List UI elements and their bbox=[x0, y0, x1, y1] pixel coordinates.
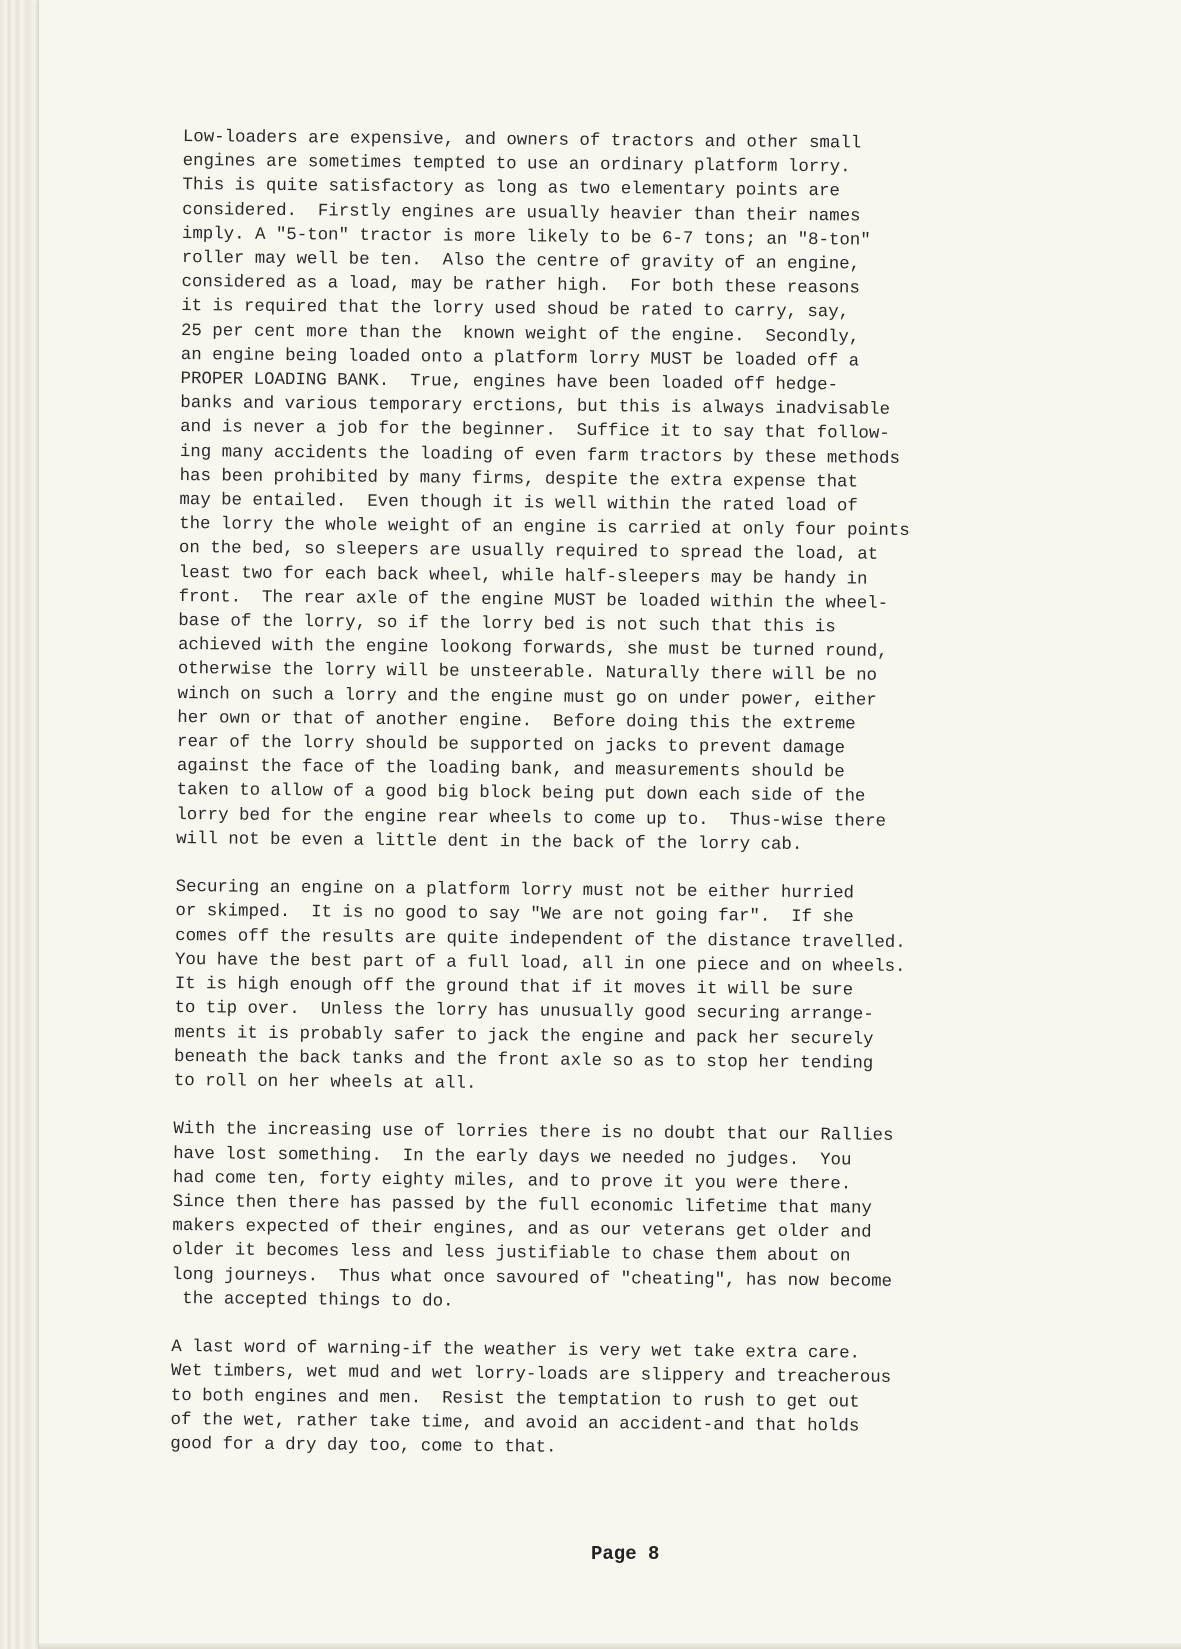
paragraph-securing-engine bbox=[174, 876, 1056, 1102]
text-line: roller may well be ten. Also the centre of gravity of an engine, bbox=[181, 249, 861, 275]
text-line: front. The rear axle of the engine MUST be loaded within the wheel- bbox=[178, 587, 889, 614]
text-line: base of the lorry, so if the lorry bed is not such that this is bbox=[178, 612, 836, 638]
page-number: Page 8 bbox=[591, 1543, 660, 1565]
text-line: older it becomes less and less justifiable to chase them about on bbox=[172, 1241, 851, 1267]
text-line: considered. Firstly engines are usually heavier than their names bbox=[182, 200, 861, 227]
text-line: Securing an engine on a platform lorry must not be either hurried bbox=[175, 878, 855, 904]
text-line: least two for each back wheel, while half-sleepers may be handy in bbox=[178, 563, 868, 590]
text-line: taken to allow of a good big block being put down each side of the bbox=[176, 781, 866, 808]
text-line: the accepted things to do. bbox=[171, 1289, 454, 1312]
text-line: ments it is probably safer to jack the engine and pack her securely bbox=[174, 1023, 874, 1050]
text-line: With the increasing use of lorries there is no doubt that our Rallies bbox=[173, 1120, 894, 1147]
text-line: an engine being loaded onto a platform lorry MUST be loaded off a bbox=[180, 345, 860, 372]
paragraph-lorry-loading bbox=[176, 126, 1063, 861]
text-line: engines are sometimes tempted to use an ordinary platform lorry. bbox=[182, 152, 851, 178]
text-line: 25 per cent more than the known weight of the engine. Secondly, bbox=[180, 321, 860, 348]
text-line: had come ten, forty eighty miles, and to prove it you were there. bbox=[172, 1168, 852, 1195]
text-line: imply. A "5-ton" tractor is more likely to be 6-7 tons; an "8-ton" bbox=[181, 224, 871, 251]
text-line: It is high enough off the ground that if it moves it will be sure bbox=[174, 975, 854, 1001]
text-line: ing many accidents the loading of even farm tractors by these methods bbox=[179, 442, 901, 469]
text-line: Low-loaders are expensive, and owners of tractors and other small bbox=[182, 127, 862, 154]
text-line: and is never a job for the beginner. Suffice it to say that follow- bbox=[180, 418, 890, 445]
text-line: considered as a load, may be rather high. For both these reasons bbox=[181, 273, 860, 299]
text-line: against the face of the loading bank, and measurements should be bbox=[176, 757, 845, 783]
text-line: You have the best part of a full load, all in one piece and on wheels. bbox=[174, 950, 906, 977]
text-line: achieved with the engine lookong forwards, she must be turned round, bbox=[177, 636, 888, 663]
paragraph-rallies bbox=[172, 1118, 1054, 1320]
text-line: of the wet, rather take time, and avoid an accident-and that holds bbox=[170, 1410, 860, 1437]
text-line: the lorry the whole weight of an engine is carried at only four points bbox=[179, 515, 910, 542]
text-line: to tip over. Unless the lorry has unusually good securing arrange- bbox=[174, 999, 874, 1025]
text-line: have lost something. In the early days we needed no judges. You bbox=[173, 1144, 852, 1170]
text-line: PROPER LOADING BANK. True, engines have been loaded off hedge- bbox=[180, 370, 839, 396]
text-line: rear of the lorry should be supported on jacks to prevent damage bbox=[176, 733, 846, 759]
text-line: lorry bed for the engine rear wheels to come up to. Thus-wise there bbox=[176, 805, 887, 832]
text-line: her own or that of another engine. Before doing this the extreme bbox=[177, 708, 856, 735]
paragraph-last-warning bbox=[170, 1336, 1051, 1465]
text-line: otherwise the lorry will be unsteerable. Naturally there will be no bbox=[177, 660, 878, 687]
text-line: banks and various temporary ercti​ons, but this is always inadvisable bbox=[180, 394, 891, 421]
text-line: or skimped. It is no good to say "We are not going far". If she bbox=[175, 902, 854, 928]
text-line: A last word of warning-if the weather is very wet take extra care. bbox=[171, 1338, 861, 1364]
text-line: will not be even a little dent in the back of the lorry cab. bbox=[176, 829, 803, 855]
text-line: This is quite satisfactory as long as two elementary points are bbox=[182, 176, 840, 202]
text-line: beneath the back tanks and the front axle so as to stop her tending bbox=[173, 1047, 874, 1074]
text-line: may be entailed. Even though it is well within the rated load of bbox=[179, 491, 858, 517]
text-line: makers expected of their engines, and as our veterans get older and bbox=[172, 1217, 872, 1243]
text-line: comes off the results are quite independent of the distance travelled. bbox=[175, 926, 906, 953]
text-line: good for a dry day too, come to that. bbox=[170, 1434, 557, 1458]
body-text bbox=[170, 126, 1063, 1490]
text-line: Since then there has passed by the full economic lifetime that many bbox=[172, 1192, 872, 1219]
text-line: winch on such a lorry and the engine must go on under power, either bbox=[177, 684, 877, 711]
text-line: Wet timbers, wet mud and wet lorry-loads are slippery and treacherous bbox=[170, 1362, 892, 1389]
text-line: long journeys. Thus what once savoured of "cheating", has now become bbox=[171, 1265, 893, 1292]
text-line: on the bed, so sleepers are usually required to spread the load, at bbox=[178, 539, 879, 566]
page-bottom-edge bbox=[39, 1643, 1181, 1649]
text-line: to roll on her wheels at all. bbox=[173, 1071, 477, 1094]
text-line: to both engines and men. Resist the temptation to rush to get out bbox=[170, 1386, 860, 1413]
text-line: has been prohibited by many firms, despite the extra expense that bbox=[179, 466, 859, 493]
text-line: it is required that the lorry used shoud be rated to carry, say, bbox=[181, 297, 850, 323]
